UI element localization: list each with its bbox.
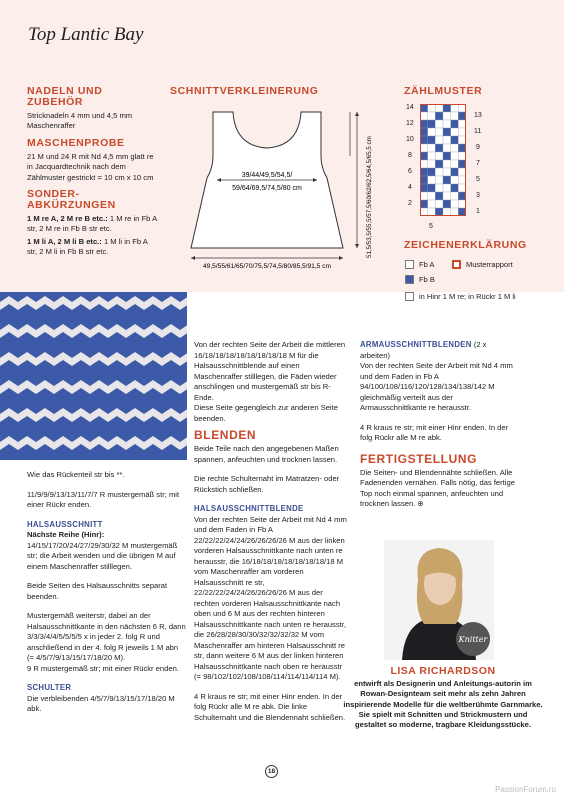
- rapport-swatch: [452, 260, 461, 269]
- col1-p3-bold: Nächste Reihe (Hinr):: [27, 530, 105, 539]
- chart-cell: [451, 152, 459, 160]
- chart-cell: [428, 144, 436, 152]
- chart-cell: [428, 192, 436, 200]
- chart-cell: [458, 112, 466, 120]
- chart-cell: [435, 104, 443, 112]
- fb-b-swatch: [405, 275, 414, 284]
- chart-cell: [443, 184, 451, 192]
- zaehlmuster-heading: ZÄHLMUSTER: [404, 85, 483, 97]
- chart-cell: [420, 144, 428, 152]
- chart-cell: [443, 200, 451, 208]
- chart-cell: [435, 112, 443, 120]
- hinr-swatch: [405, 292, 414, 301]
- designer-name: LISA RICHARDSON: [390, 665, 496, 677]
- chart-cell: [443, 208, 451, 216]
- chart-cell: [451, 192, 459, 200]
- chart-cell: [420, 184, 428, 192]
- legend-hinr: [405, 292, 516, 301]
- chart-cell: [451, 168, 459, 176]
- chart-col-label: 5: [429, 223, 433, 230]
- fb-a-swatch: [405, 260, 414, 269]
- maschenprobe-text: 21 M und 24 R mit Nd 4,5 mm glatt re in Jacquardtechnik nach dem Zählmuster gestrickt = 10 cm x 10 cm: [27, 151, 154, 182]
- chart-cell: [458, 184, 466, 192]
- chart-cell: [435, 192, 443, 200]
- chart-row-label: 5: [476, 176, 480, 183]
- col2-p2: Diese Seite gegengleich zur anderen Seite beenden.: [194, 403, 338, 423]
- knitting-chart: [420, 104, 466, 216]
- chart-cell: [458, 120, 466, 128]
- chart-cell: [435, 160, 443, 168]
- sonder-item-2: [27, 237, 157, 258]
- chart-cell: [451, 160, 459, 168]
- chart-cell: [420, 128, 428, 136]
- chart-cell: [443, 120, 451, 128]
- chart-cell: [435, 176, 443, 184]
- chart-cell: [435, 200, 443, 208]
- chart-cell: [420, 104, 428, 112]
- fertig-heading: FERTIGSTELLUNG: [360, 451, 478, 466]
- chart-cell: [458, 136, 466, 144]
- chart-cell: [428, 176, 436, 184]
- chart-cell: [428, 112, 436, 120]
- chart-grid-svg: [420, 104, 466, 216]
- knit-texture-photo: [0, 292, 187, 460]
- halsausschnitt-heading: HALSAUSSCHNITT: [27, 519, 103, 529]
- col1-p5: Mustergemäß weiterstr, dabei an der Halsausschnittkante in den nächsten 6 R, dann 3/3/3/4/4/5/5/5/5 x in jeder 2. folg R und anschließend in der 4. folg R jeweils 1 M abn (= 4/5/7/9/13/15/17/18/20 M).: [27, 611, 186, 662]
- chart-cell: [458, 144, 466, 152]
- chart-cell: [435, 184, 443, 192]
- chart-cell: [443, 104, 451, 112]
- chart-cell: [443, 176, 451, 184]
- hinr-label: in Hinr 1 M re; in Rückr 1 M li: [419, 292, 516, 301]
- sonder-item-2-term: 1 M li A, 2 M li B etc.:: [27, 236, 102, 246]
- sonder-item-1-term: 1 M re A, 2 M re B etc.:: [27, 214, 108, 224]
- nadeln-heading: NADELN UND ZUBEHÖR: [27, 85, 103, 108]
- zeichen-heading: ZEICHENERKLÄRUNG: [404, 239, 527, 251]
- chart-cell: [428, 184, 436, 192]
- nadeln-text: Stricknadeln 4 mm und 4,5 mm Maschenraffer: [27, 111, 133, 131]
- chart-row-label: 7: [476, 160, 480, 167]
- bottom-width-label: 49,5/55/61/65/70/75,5/74,5/80/85,5/91,5 cm: [203, 263, 331, 270]
- chart-row-label: 4: [408, 184, 412, 191]
- page-number: 18: [265, 765, 278, 778]
- chart-cell: [451, 104, 459, 112]
- schnitt-heading: SCHNITTVERKLEINERUNG: [170, 85, 319, 97]
- chart-row-label: 13: [474, 112, 482, 119]
- chart-row-label: 6: [408, 168, 412, 175]
- height-total-label: 51,5/53,5/55,5/57,5/60/62/62,5/64,5/65,5 cm: [366, 136, 373, 258]
- chart-cell: [420, 136, 428, 144]
- col3-p3: Die Seiten- und Blendennähte schließen. Alle Fadenenden vernähen. Falls nötig, das fertige Top noch einmal spannen, anfeuchten und trocknen lassen. ⊕: [360, 467, 515, 508]
- col2-p1: Von der rechten Seite der Arbeit die mittleren 16/18/18/18/18/18/18/18/18 M für die Halsausschnittblende auf einen Maschenraffer stilllegen, die Fäden wieder anschlingen und mustergemäß str bis R-Ende.: [194, 340, 346, 402]
- chart-cell: [420, 176, 428, 184]
- chart-cell: [443, 144, 451, 152]
- chart-row-label: 2: [408, 200, 412, 207]
- legend-fb-b: [405, 275, 435, 284]
- chart-cell: [443, 160, 451, 168]
- col2-p4: Die rechte Schulternaht im Matratzen- oder Rückstich schließen.: [194, 474, 340, 494]
- arm-heading-note: (2 x arbeiten): [360, 340, 487, 360]
- col1-p1: Wie das Rückenteil str bis **.: [27, 470, 125, 479]
- knitter-badge: [456, 622, 490, 656]
- chart-row-label: 8: [408, 152, 412, 159]
- chart-cells: [420, 104, 466, 216]
- legend-rapport: [452, 260, 513, 269]
- fb-a-label: Fb A: [419, 260, 435, 269]
- chart-cell: [443, 128, 451, 136]
- chart-cell: [458, 208, 466, 216]
- chart-cell: [428, 104, 436, 112]
- top-width-label-1: 39/44/49,5/54,5/: [241, 172, 293, 179]
- chart-cell: [420, 120, 428, 128]
- chart-row-label: 9: [476, 144, 480, 151]
- knitter-badge-label: Knitter: [458, 634, 488, 644]
- chart-cell: [435, 144, 443, 152]
- chart-cell: [420, 200, 428, 208]
- chart-cell: [420, 168, 428, 176]
- chart-row-label: 1: [476, 208, 480, 215]
- col3-p1: Von der rechten Seite der Arbeit mit Nd 4 mm und dem Faden in Fb A 94/100/108/116/120/128/134/138/142 M gleichmäßig verteilt aus der Armausschnittkante re herausstr.: [360, 361, 513, 412]
- chart-cell: [420, 152, 428, 160]
- chart-cell: [435, 128, 443, 136]
- chart-cell: [420, 160, 428, 168]
- designer-portrait: [384, 540, 494, 660]
- chart-cell: [451, 112, 459, 120]
- col3-p2: 4 R kraus re str; mit einer Hinr enden. In der folg Rückr alle M re abk.: [360, 422, 509, 442]
- chart-cell: [428, 208, 436, 216]
- chart-cell: [443, 192, 451, 200]
- materials-section: [27, 86, 157, 264]
- column-1: [27, 470, 187, 724]
- chart-cell: [451, 120, 459, 128]
- maschenprobe-heading: MASCHENPROBE: [27, 136, 125, 149]
- chart-cell: [451, 136, 459, 144]
- col1-p4: Beide Seiten des Halsausschnitts separat beenden.: [27, 581, 168, 601]
- page-title: Top Lantic Bay: [28, 24, 144, 45]
- chart-cell: [458, 192, 466, 200]
- chart-row-label: 14: [406, 104, 414, 111]
- chart-cell: [443, 112, 451, 120]
- chart-cell: [428, 168, 436, 176]
- col1-p6: 9 R mustergemäß str; mit einer Rückr enden.: [27, 663, 179, 673]
- chart-cell: [451, 176, 459, 184]
- chart-cell: [451, 184, 459, 192]
- chart-cell: [443, 152, 451, 160]
- col2-p6: 4 R kraus re str; mit einer Hinr enden. In der folg Rückr alle M re abk. Die linke Schulternaht und die Blendennaht schließen.: [194, 691, 346, 722]
- fb-b-label: Fb B: [419, 275, 435, 284]
- sonder-item-1: [27, 214, 157, 235]
- chart-row-label: 3: [476, 192, 480, 199]
- col1-p7: Die verbleibenden 4/5/7/9/13/15/17/18/20 M abk.: [27, 693, 175, 713]
- chart-row-label: 11: [474, 128, 482, 135]
- chart-cell: [458, 152, 466, 160]
- chart-cell: [435, 136, 443, 144]
- arm-heading: ARMAUSSCHNITTBLENDEN: [360, 340, 472, 349]
- col1-p3-text: 14/15/17/20/24/27/29/30/32 M mustergemäß str; die Arbeit wenden und die übrigen M auf einem Maschenraffer stilllegen.: [27, 540, 178, 571]
- blenden-heading: BLENDEN: [194, 428, 257, 442]
- sonder-item-1-text: 1 M re in Fb A str, 2 M re in Fb B str etc.: [27, 214, 157, 234]
- designer-bio: entwirft als Designerin und Anleitungs-autorin im Rowan-Designteam seit mehr als zehn Jahren inspirierende Modelle für die weltberühmte Garnmarke. Sie spielt mit Schnitten und Strickmustern und gestaltet so moderne, tragbare Kleidungsstücke.: [343, 679, 543, 730]
- col1-p2: 11/9/9/9/13/13/11/7/7 R mustergemäß str; mit einer Rückr enden.: [27, 489, 180, 509]
- chart-row-label: 12: [406, 120, 414, 127]
- sonder-heading: SONDER-ABKÜRZUNGEN: [27, 188, 116, 212]
- column-2: [194, 340, 350, 732]
- chart-cell: [435, 208, 443, 216]
- halsblende-heading: HALSAUSSCHNITTBLENDE: [194, 504, 304, 513]
- watermark: PassionForum.ru: [495, 785, 556, 794]
- chart-cell: [435, 168, 443, 176]
- chart-cell: [458, 160, 466, 168]
- chart-cell: [428, 120, 436, 128]
- chart-cell: [435, 120, 443, 128]
- sonder-item-2-text: 1 M li in Fb A str, 2 M li in Fb B str etc.: [27, 236, 148, 257]
- chart-cell: [428, 160, 436, 168]
- chart-cell: [451, 144, 459, 152]
- chart-cell: [443, 136, 451, 144]
- chart-cell: [420, 192, 428, 200]
- chart-cell: [458, 200, 466, 208]
- chart-cell: [420, 208, 428, 216]
- chart-cell: [458, 168, 466, 176]
- col1-p3: [27, 530, 187, 572]
- col2-p5: Von der rechten Seite der Arbeit mit Nd 4 mm und dem Faden in Fb A 22/22/22/24/24/26/26/26/26 M aus der linken vorderen Halsausschnittkante nach unten re herausstr, die 16/18/18/18/18/18/18/18/18 M vom Maschenraffer am vorderen Halsausschnitt re str, 22/22/22/24/24/26/26/26/26 M aus der rechten vorderen Halsausschnittkante nach oben und 6 M aus der rechten hinteren Halsausschnittkante nach unten re herausstr, die 26/28/28/30/30/32/32/32/32 M vom Maschenraffer am hinteren Halsausschnitt re str, dann weitere 6 M aus der linken hinteren Halsausschnittkante nach oben re herausstr (= 98/102/102/108/108/114/114/114/114 M).: [194, 514, 347, 681]
- chart-cell: [420, 112, 428, 120]
- chart-cell: [435, 152, 443, 160]
- chart-cell: [451, 208, 459, 216]
- chart-cell: [458, 176, 466, 184]
- column-3: [360, 340, 516, 519]
- chart-cell: [443, 168, 451, 176]
- arm-heading-row: [360, 340, 516, 361]
- chart-cell: [428, 136, 436, 144]
- chart-cell: [428, 200, 436, 208]
- top-width-label-2: 59/64/69,5/74,5/80 cm: [232, 185, 302, 192]
- schematic-diagram: [165, 98, 390, 278]
- chart-cell: [428, 152, 436, 160]
- chart-cell: [458, 128, 466, 136]
- rapport-label: Musterrapport: [466, 260, 513, 269]
- chart-cell: [458, 104, 466, 112]
- col2-p3: Beide Teile nach den angegebenen Maßen spannen, anfeuchten und trocknen lassen.: [194, 444, 339, 464]
- schulter-heading: SCHULTER: [27, 683, 72, 692]
- chart-cell: [428, 128, 436, 136]
- chart-cell: [451, 200, 459, 208]
- knit-texture-svg: [0, 292, 187, 460]
- chart-row-label: 10: [406, 136, 414, 143]
- legend-fb-a: [405, 260, 434, 269]
- chart-cell: [451, 128, 459, 136]
